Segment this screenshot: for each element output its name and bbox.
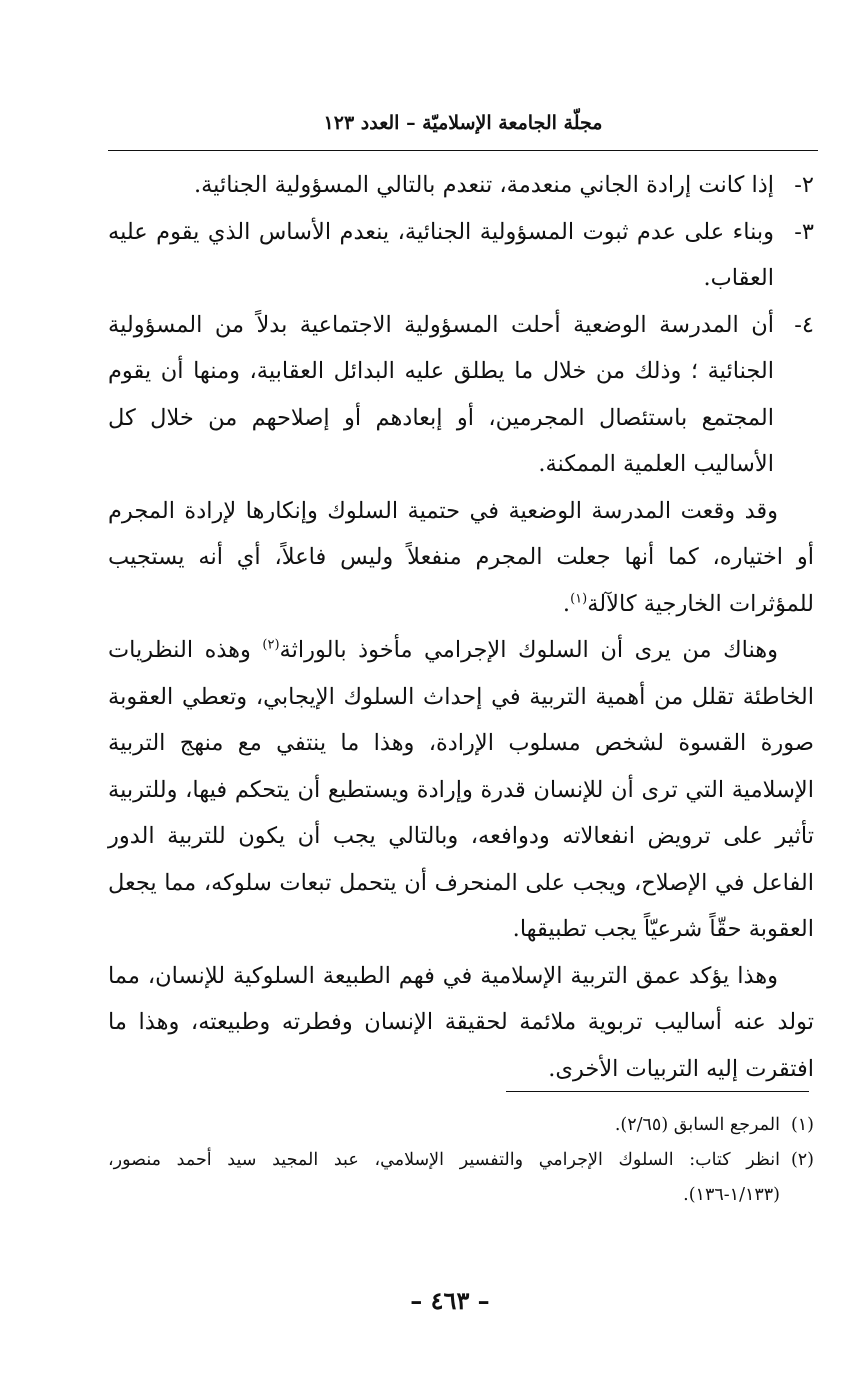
list-item — [108, 162, 814, 209]
main-text — [108, 162, 814, 1092]
list-item-number: ٤- — [794, 311, 814, 338]
page-number: – ٤٦٣ – — [410, 1286, 490, 1315]
list-item-text: أن المدرسة الوضعية أحلت المسؤولية الاجتماعية بدلاً من المسؤولية الجنائية ؛ وذلك من خلال ما يطلق عليه البدائل العقابية، ومنها أن يقوم المجتمع باستئصال المجرمين، أو إبعادهم أو إصلاحهم من خلال كل الأساليب العلمية الممكنة. — [108, 311, 774, 477]
footnote — [108, 1108, 814, 1143]
footnote-number: (١) — [790, 1115, 814, 1135]
paragraph-text: وقد وقعت المدرسة الوضعية في حتمية السلوك وإنكارها لإرادة المجرم أو اختياره، كما أنها جعلت المجرم منفعلاً وليس فاعلاً، أي أنه يستجيب للمؤثرات الخارجية كالآلة — [108, 497, 814, 617]
list-item — [108, 209, 814, 302]
footnote-reference[interactable]: (٢) — [262, 637, 280, 653]
list-item — [108, 302, 814, 488]
footnotes — [108, 1108, 814, 1213]
footnote-rule — [506, 1091, 809, 1092]
paragraph-text: وهناك من يرى أن السلوك الإجرامي مأخوذ بالوراثة — [279, 637, 778, 663]
paragraph — [108, 627, 814, 953]
running-header: مجلّة الجامعة الإسلاميّة – العدد ١٢٣ — [323, 112, 603, 134]
footnote-reference[interactable]: (١) — [570, 591, 588, 606]
paragraph-text: وهذه النظريات الخاطئة تقلل من أهمية التربية في إحداث السلوك الإيجابي، وتعطي العقوبة صورة القسوة لشخص مسلوب الإرادة، وهذا ما ينتفي مع منهج التربية الإسلامية التي ترى أن للإنسان قدرة وإرادة ويستطيع أن يتحكم فيها، وللتربية تأثير على ترويض انفعالاته ودوافعه، وبالتالي يجب أن يكون للتربية الدور الفاعل في الإصلاح، ويجب على المنحرف أن يتحمل تبعات سلوكه، مما يجعل العقوبة حقّاً شرعيّاً يجب تطبيقها. — [108, 637, 814, 942]
list-item-text: إذا كانت إرادة الجاني منعدمة، تنعدم بالتالي المسؤولية الجنائية. — [193, 172, 774, 198]
footnote-number: (٢) — [790, 1150, 814, 1170]
paragraph-end: . — [562, 590, 571, 617]
list-item-number: ٣- — [794, 218, 814, 245]
list-item-text: وبناء على عدم ثبوت المسؤولية الجنائية، ينعدم الأساس الذي يقوم عليه العقاب. — [108, 218, 774, 291]
paragraph — [108, 488, 814, 628]
footnote — [108, 1143, 814, 1213]
footnote-text: المرجع السابق (٢/٦٥). — [614, 1115, 780, 1135]
paragraph — [108, 953, 814, 1093]
list-item-number: ٢- — [794, 172, 814, 198]
footnote-text: انظر كتاب: السلوك الإجرامي والتفسير الإسلامي، عبد المجيد سيد أحمد منصور، (١/١٣٣-١٣٦). — [108, 1150, 780, 1205]
header-rule — [108, 150, 818, 151]
paragraph-text: وهذا يؤكد عمق التربية الإسلامية في فهم الطبيعة السلوكية للإنسان، مما تولد عنه أساليب تربوية ملائمة لحقيقة الإنسان وفطرته وطبيعته، وهذا ما افتقرت إليه التربيات الأخرى. — [108, 962, 814, 1082]
